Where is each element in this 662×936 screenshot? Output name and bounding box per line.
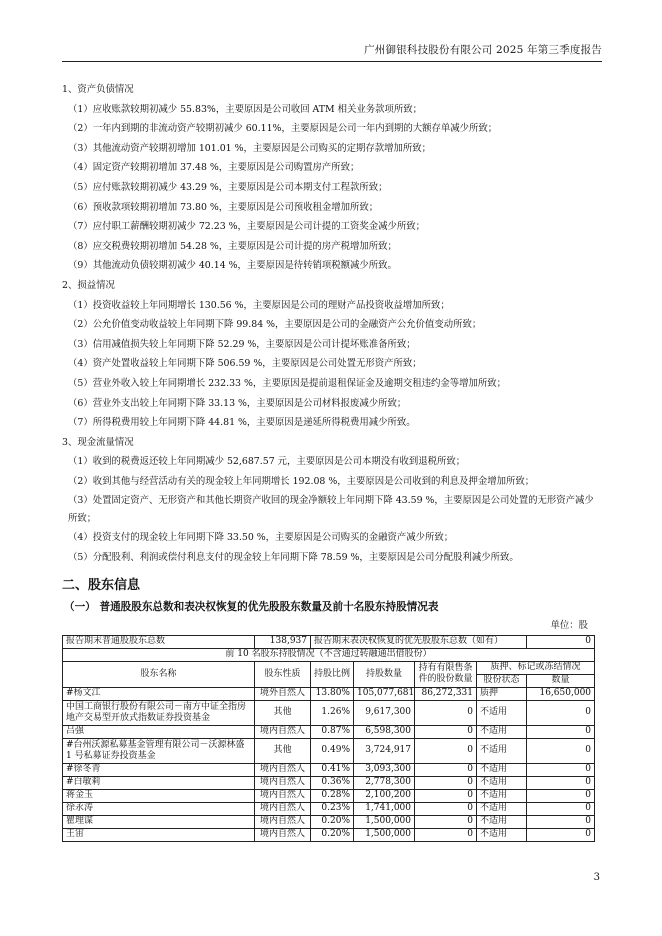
shareholder-name: #徐冬青	[63, 763, 255, 776]
shareholder-name: #杨文江	[63, 687, 255, 700]
shareholder-ratio: 0.87%	[311, 725, 354, 738]
section-item: （6）营业外支出较上年同期下降 33.13 %，主要原因是公司材料报废减少所致；	[68, 397, 407, 409]
section-item: （4）固定资产较期初增加 37.48 %，主要原因是公司购置房产所致；	[68, 162, 360, 174]
table-row	[63, 687, 595, 700]
shareholder-name: 瞿理谋	[63, 815, 255, 828]
total-holders-value: 138,937	[255, 635, 311, 648]
shareholder-ratio: 0.36%	[311, 776, 354, 789]
shareholder-restricted: 0	[415, 700, 477, 725]
shareholder-count: 16,650,000	[527, 687, 595, 700]
shareholder-ratio: 0.49%	[311, 738, 354, 763]
shareholder-status: 不适用	[477, 725, 527, 738]
table-row	[63, 789, 595, 802]
preferred-holders-value: 0	[527, 635, 595, 648]
shareholder-restricted: 0	[415, 815, 477, 828]
shareholder-nature: 其他	[255, 738, 311, 763]
section-heading: 2、损益情况	[62, 279, 115, 291]
shareholder-count: 0	[527, 738, 595, 763]
shareholder-name: 中国工商银行股份有限公司－南方中证全指房地产交易型开放式指数证券投资基金	[63, 700, 255, 725]
col-header-nature: 股东性质	[255, 661, 311, 687]
col-header-pledge: 质押、标记或冻结情况	[477, 661, 595, 674]
section-item: （1）投资收益较上年同期增长 130.56 %，主要原因是公司的理财产品投资收益增加所致；	[68, 299, 450, 311]
shareholder-status: 不适用	[477, 828, 527, 841]
shareholder-table	[62, 635, 595, 842]
shareholder-qty: 105,077,681	[354, 687, 415, 700]
section-item: （2）公允价值变动收益较上年同期下降 99.84 %，主要原因是公司的金融资产公允价值变动所致；	[68, 319, 482, 331]
shareholder-ratio: 0.20%	[311, 828, 354, 841]
shareholder-ratio: 0.41%	[311, 763, 354, 776]
section-item: （3）处置固定资产、无形资产和其他长期资产收回的现金净额较上年同期下降 43.59 %，主要原因是公司处置的无形资产减少所致；	[68, 495, 594, 524]
table-row	[63, 763, 595, 776]
total-holders-label: 报告期末普通股股东总数	[63, 635, 255, 648]
table-row	[63, 776, 595, 789]
shareholder-nature: 境内自然人	[255, 776, 311, 789]
shareholder-ratio: 0.28%	[311, 789, 354, 802]
shareholder-qty: 1,500,000	[354, 828, 415, 841]
shareholder-nature: 境内自然人	[255, 789, 311, 802]
section-heading: 1、资产负债情况	[62, 84, 134, 95]
shareholder-count: 0	[527, 828, 595, 841]
shareholder-restricted: 0	[415, 789, 477, 802]
section-item: （9）其他流动负债较期初减少 40.14 %，主要原因是待转销项税额减少所致。	[68, 260, 397, 272]
table-row	[63, 738, 595, 763]
section-item: （4）资产处置收益较上年同期下降 506.59 %，主要原因是公司处置无形资产所致；	[68, 358, 422, 370]
table-row	[63, 700, 595, 725]
summary-row	[63, 635, 595, 648]
shareholder-status: 不适用	[477, 815, 527, 828]
shareholder-count: 0	[527, 725, 595, 738]
shareholder-qty: 2,778,300	[354, 776, 415, 789]
col-header-name: 股东名称	[63, 661, 255, 687]
shareholder-name: #台州沃源私募基金管理有限公司－沃源林盛 1 号私募证券投资基金	[63, 738, 255, 763]
table-row	[63, 725, 595, 738]
section-item: （5）营业外收入较上年同期增长 232.33 %，主要原因是提前退租保证金及逾期交租违约金等增加所致；	[68, 377, 507, 389]
shareholder-ratio: 0.23%	[311, 802, 354, 815]
shareholder-nature: 其他	[255, 700, 311, 725]
section-item: （7）应付职工薪酬较期初减少 72.23 %，主要原因是公司计提的工资奖金减少所致；	[68, 221, 426, 233]
section-item: （5）应付账款较期初减少 43.29 %，主要原因是公司本期支付工程款所致；	[68, 181, 388, 193]
shareholder-status: 不适用	[477, 776, 527, 789]
shareholder-count: 0	[527, 815, 595, 828]
shareholder-nature: 境内自然人	[255, 828, 311, 841]
shareholder-restricted: 86,272,331	[415, 687, 477, 700]
table-row	[63, 802, 595, 815]
shareholder-count: 0	[527, 802, 595, 815]
preferred-holders-label: 报告期末表决权恢复的优先股股东总数（如有）	[311, 635, 527, 648]
section-item: （7）所得税费用较上年同期下降 44.81 %，主要原因是递延所得税费用减少所致。	[68, 417, 416, 429]
shareholder-status: 不适用	[477, 738, 527, 763]
section-heading: 3、现金流量情况	[62, 436, 134, 448]
col-header-count: 数量	[527, 674, 595, 687]
col-header-ratio: 持股比例	[311, 661, 354, 687]
shareholder-restricted: 0	[415, 776, 477, 789]
shareholder-restricted: 0	[415, 725, 477, 738]
shareholder-qty: 6,598,300	[354, 725, 415, 738]
shareholder-status: 不适用	[477, 789, 527, 802]
shareholder-nature: 境内自然人	[255, 802, 311, 815]
page-content	[62, 80, 602, 842]
table-row	[63, 815, 595, 828]
top10-caption: 前 10 名股东持股情况（不含通过转融通出借股份）	[63, 648, 595, 661]
table-row	[63, 828, 595, 841]
section-item: （8）应交税费较期初增加 54.28 %，主要原因是公司计提的房产税增加所致；	[68, 240, 397, 252]
shareholder-qty: 3,724,917	[354, 738, 415, 763]
shareholder-qty: 2,100,200	[354, 789, 415, 802]
shareholder-nature: 境外自然人	[255, 687, 311, 700]
shareholder-nature: 境内自然人	[255, 815, 311, 828]
shareholder-name: 王宙	[63, 828, 255, 841]
table-header-row	[63, 661, 595, 674]
shareholder-nature: 境内自然人	[255, 763, 311, 776]
shareholder-ratio: 13.80%	[311, 687, 354, 700]
shareholder-status: 不适用	[477, 700, 527, 725]
shareholder-count: 0	[527, 700, 595, 725]
shareholder-qty: 3,093,300	[354, 763, 415, 776]
analysis-sections	[62, 80, 602, 568]
col-header-status: 股份状态	[477, 674, 527, 687]
shareholder-ratio: 1.26%	[311, 700, 354, 725]
col-header-restricted: 持有有限售条件的股份数量	[415, 661, 477, 687]
shareholder-status: 不适用	[477, 763, 527, 776]
shareholder-restricted: 0	[415, 763, 477, 776]
shareholder-restricted: 0	[415, 828, 477, 841]
shareholder-nature: 境内自然人	[255, 725, 311, 738]
shareholder-restricted: 0	[415, 802, 477, 815]
shareholder-section-title: 二、股东信息	[62, 577, 141, 593]
page-number: 3	[593, 872, 600, 883]
shareholder-qty: 1,500,000	[354, 815, 415, 828]
shareholder-count: 0	[527, 789, 595, 802]
section-item: （2）一年内到期的非流动资产较期初减少 60.11%，主要原因是公司一年内到期的大额存单减少所致；	[68, 123, 498, 135]
shareholder-status: 质押	[477, 687, 527, 700]
page-header: 广州御银科技股份有限公司 2025 年第三季度报告	[62, 42, 602, 62]
shareholder-qty: 9,617,300	[354, 700, 415, 725]
shareholder-name: 蒋金玉	[63, 789, 255, 802]
shareholder-subsection-title: （一） 普通股股东总数和表决权恢复的优先股股东数量及前十名股东持股情况表	[64, 600, 439, 613]
col-header-qty: 持股数量	[354, 661, 415, 687]
shareholder-status: 不适用	[477, 802, 527, 815]
section-item: （1）收到的税费返还较上年同期减少 52,687.57 元，主要原因是公司本期没有收到退税所致；	[68, 456, 466, 468]
section-item: （3）信用减值损失较上年同期下降 52.29 %，主要原因是公司计提坏账准备所致；	[68, 338, 416, 350]
section-item: （4）投资支付的现金较上年同期下降 33.50 %，主要原因是公司购买的金融资产减少所致；	[68, 532, 454, 544]
shareholder-qty: 1,741,000	[354, 802, 415, 815]
shareholder-restricted: 0	[415, 738, 477, 763]
shareholder-count: 0	[527, 776, 595, 789]
section-item: （1）应收账款较期初减少 55.83%，主要原因是公司收回 ATM 相关业务款项所致；	[68, 103, 423, 115]
section-item: （3）其他流动资产较期初增加 101.01 %，主要原因是公司购买的定期存款增加所致；	[68, 142, 432, 154]
shareholder-name: 吕强	[63, 725, 255, 738]
shareholder-name: #白敏莉	[63, 776, 255, 789]
shareholder-count: 0	[527, 763, 595, 776]
unit-label: 单位：股	[550, 619, 588, 631]
section-item: （5）分配股利、利润或偿付利息支付的现金较上年同期下降 78.59 %，主要原因是公司分配股利减少所致。	[68, 552, 519, 564]
section-item: （6）预收款项较期初增加 73.80 %，主要原因是公司预收租金增加所致；	[68, 201, 379, 213]
shareholder-name: 徐永涛	[63, 802, 255, 815]
section-item: （2）收到其他与经营活动有关的现金较上年同期增长 192.08 %，主要原因是公司收到的利息及押金增加所致；	[68, 475, 535, 487]
top10-caption-row	[63, 648, 595, 661]
shareholder-ratio: 0.20%	[311, 815, 354, 828]
